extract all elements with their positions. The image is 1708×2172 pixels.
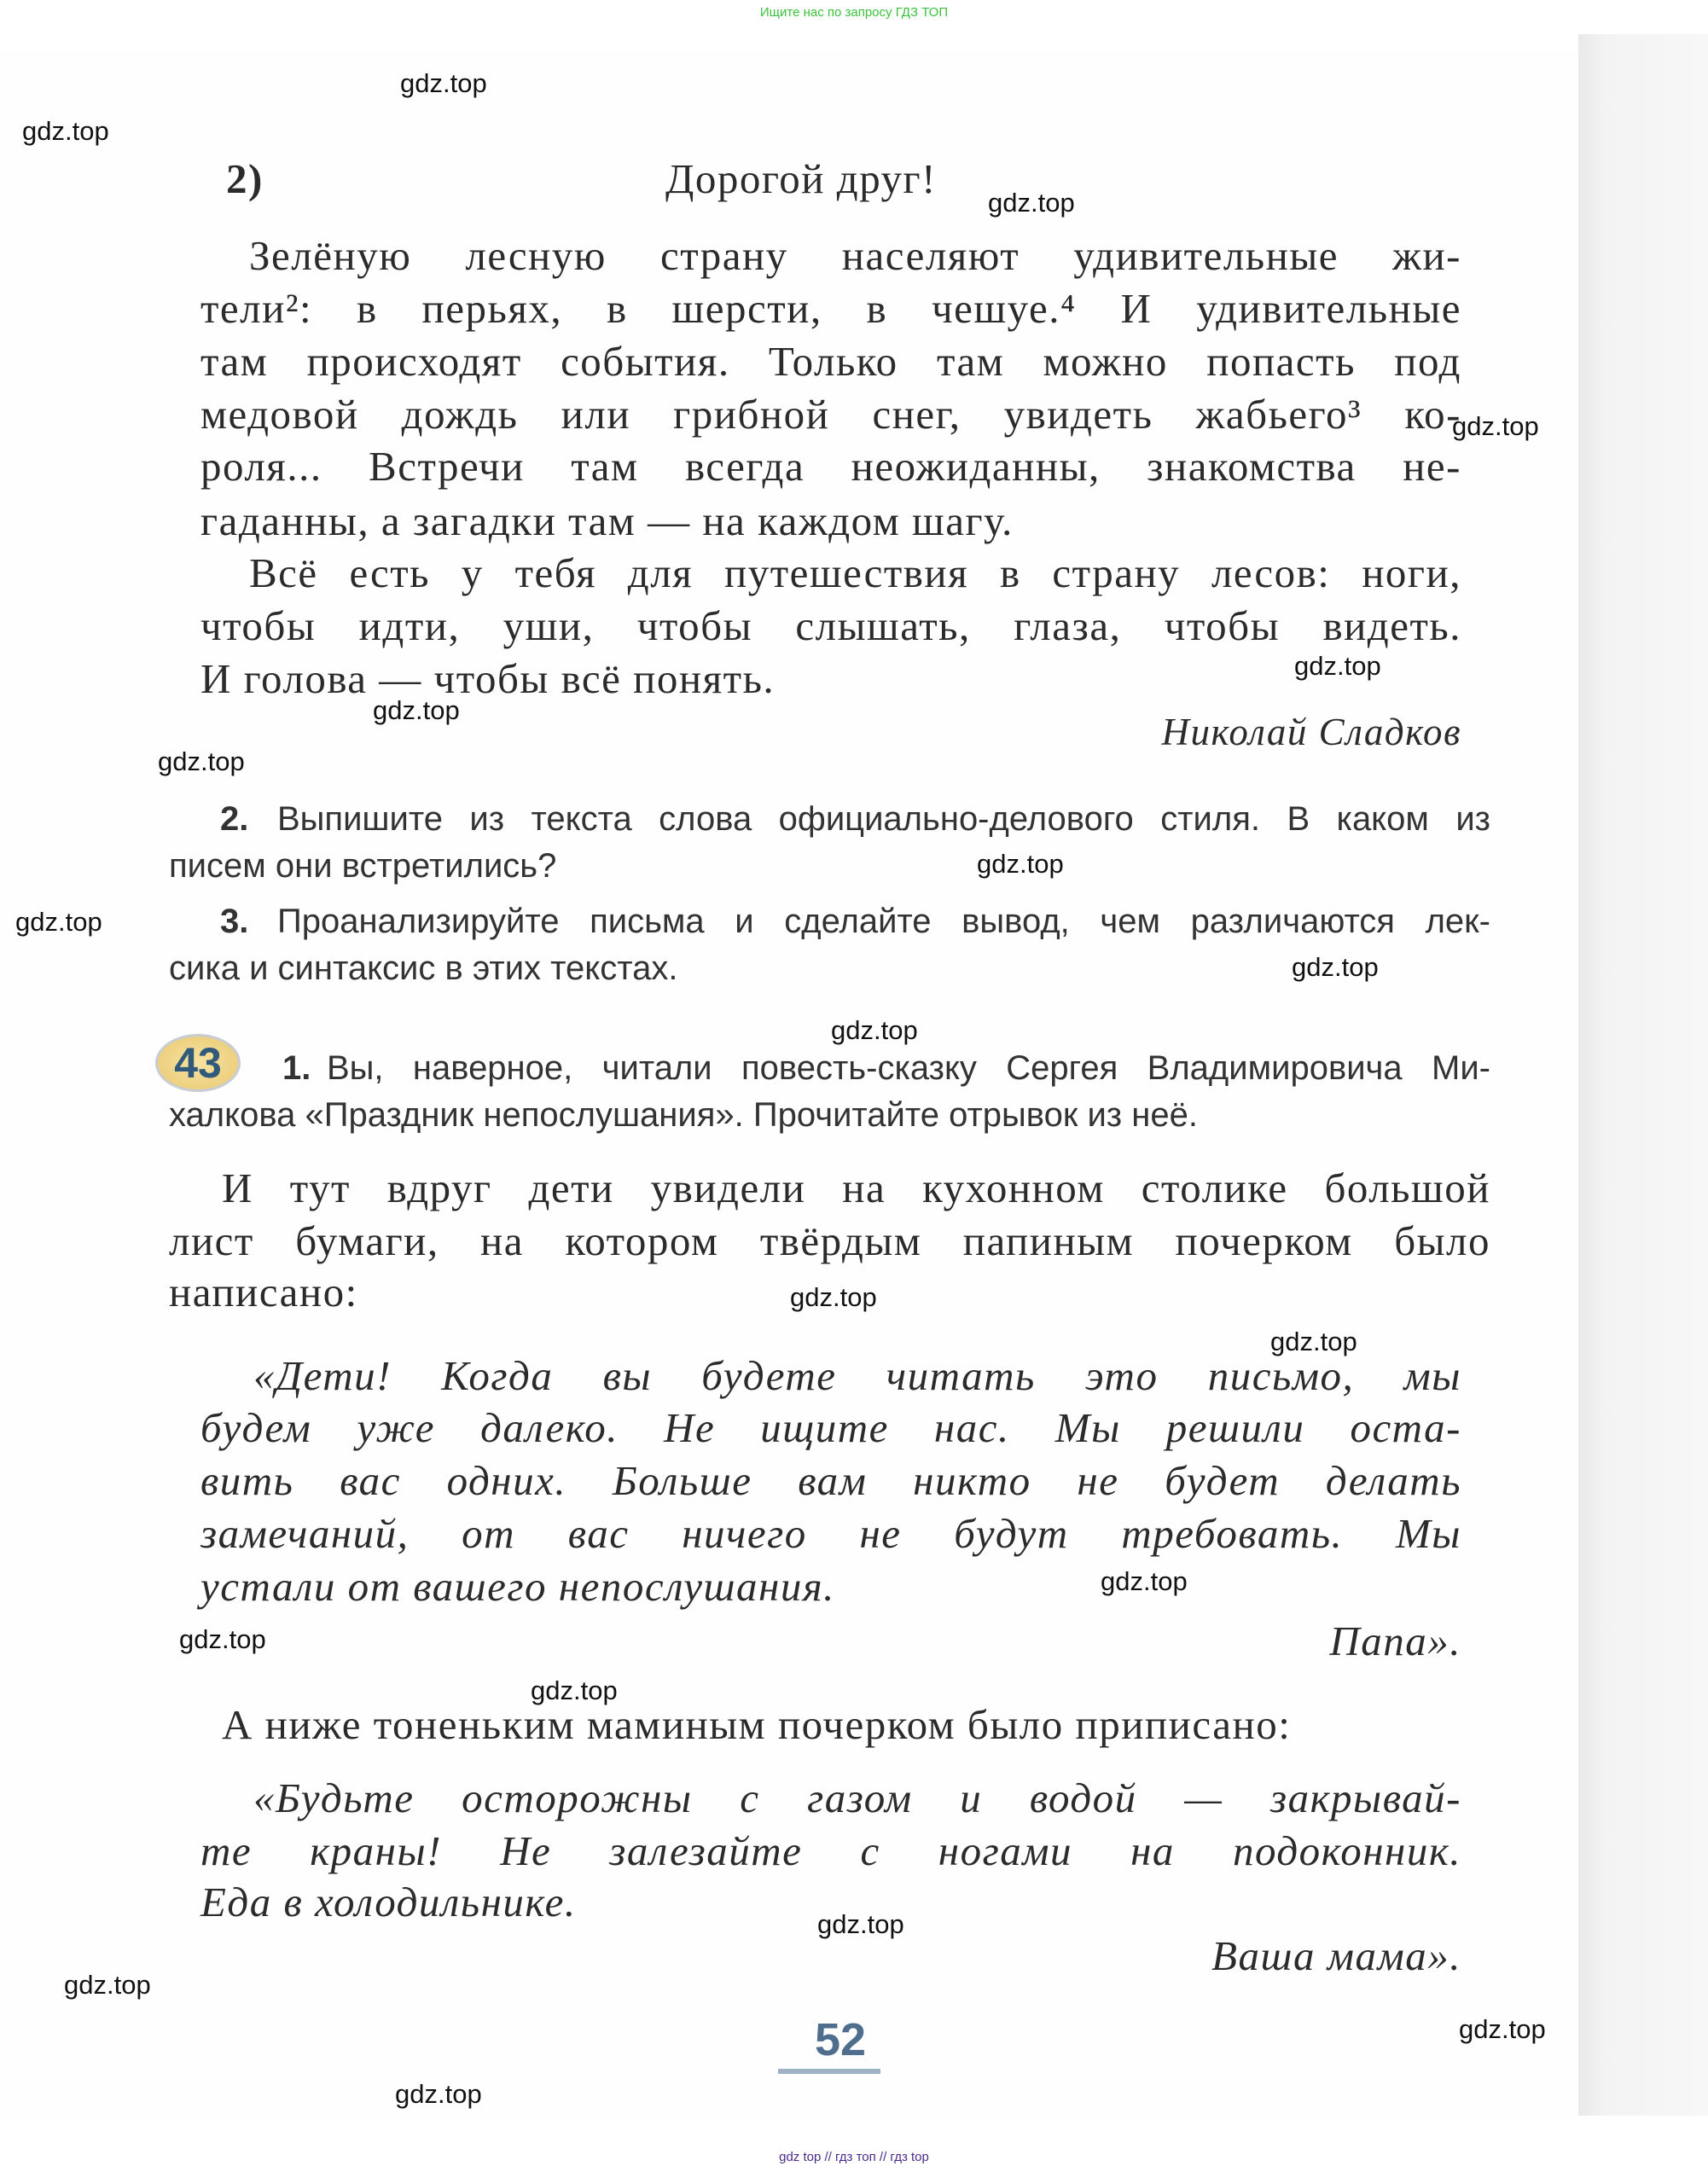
exercise-line: халкова «Праздник непослушания». Прочитайте отрывок из неё.	[169, 1096, 1198, 1134]
letter-line: Всё есть у тебя для путешествия в страну лесов: ноги,	[249, 552, 1461, 596]
watermark: gdz.top	[1101, 1566, 1188, 1596]
watermark: gdz.top	[373, 695, 460, 725]
prose-line: А ниже тоненьким маминым почерком было приписано:	[222, 1701, 1292, 1748]
letter-line: гаданны, а загадки там — на каждом шагу.	[200, 497, 1014, 544]
letter-line: И голова — чтобы всё понять.	[200, 655, 776, 702]
letter-line: Зелёную лесную страну населяют удивительные жи-	[249, 235, 1461, 279]
watermark: gdz.top	[64, 1970, 151, 2000]
task2-number: 2.	[220, 800, 249, 838]
watermark: gdz.top	[831, 1015, 918, 1045]
letter-line: тели²: в перьях, в шерсти, в чешуе.⁴ И удивительные	[200, 287, 1461, 332]
watermark: gdz.top	[817, 1909, 904, 1939]
task3-number: 3.	[220, 903, 249, 940]
footer-links[interactable]: gdz top // гдз топ // гдз top	[779, 2150, 929, 2164]
letter-line: роля... Встречи там всегда неожиданны, знакомства не-	[200, 445, 1461, 490]
task2-line: писем они встретились?	[169, 847, 557, 885]
mama-note-signature: Ваша мама».	[1211, 1932, 1461, 1979]
letter-line: медовой дождь или грибной снег, увидеть жабьего³ ко-	[200, 393, 1461, 438]
papa-note-line: замечаний, от вас ничего не будут требовать. Мы	[200, 1513, 1461, 1557]
watermark: gdz.top	[790, 1282, 877, 1312]
letter-line: чтобы идти, уши, чтобы слышать, глаза, чтобы видеть.	[200, 605, 1461, 649]
letter-line: там происходят события. Только там можно попасть под	[200, 340, 1461, 385]
watermark: gdz.top	[158, 746, 245, 776]
watermark: gdz.top	[1294, 651, 1381, 681]
watermark: gdz.top	[531, 1675, 618, 1705]
watermark: gdz.top	[22, 116, 109, 146]
task2-line: Выпишите из текста слова официально-делового стиля. В каком из	[277, 802, 1490, 838]
papa-note-line: «Дети! Когда вы будете читать это письмо, мы	[253, 1355, 1461, 1399]
watermark: gdz.top	[179, 1624, 266, 1654]
watermark: gdz.top	[1459, 2014, 1546, 2044]
mama-note-line: те краны! Не залезайте с ногами на подоконник.	[200, 1830, 1461, 1874]
page-edge	[1578, 34, 1708, 2116]
papa-note-line: вить вас одних. Больше вам никто не будет делать	[200, 1460, 1461, 1504]
prose-line: написано:	[169, 1269, 358, 1315]
letter-title: Дорогой друг!	[665, 155, 937, 202]
letter-signature: Николай Сладков	[1161, 711, 1461, 753]
watermark: gdz.top	[400, 68, 487, 98]
exercise-badge: 43	[155, 1034, 241, 1092]
mama-note-line: Еда в холодильнике.	[200, 1879, 577, 1925]
task3-line: сика и синтаксис в этих текстах.	[169, 950, 678, 987]
watermark: gdz.top	[977, 849, 1064, 879]
exercise-number: 1.	[282, 1049, 311, 1087]
page-number: 52	[814, 2014, 867, 2065]
watermark: gdz.top	[988, 188, 1075, 218]
exercise-line: Вы, наверное, читали повесть-сказку Сергея Владимировича Ми-	[327, 1051, 1490, 1087]
prose-line: лист бумаги, на котором твёрдым папиным почерком было	[169, 1220, 1490, 1264]
mama-note-line: «Будьте осторожны с газом и водой — закрывай-	[253, 1777, 1461, 1821]
watermark: gdz.top	[1292, 952, 1379, 982]
watermark: gdz.top	[15, 907, 102, 937]
task3-line: Проанализируйте письма и сделайте вывод, чем различаются лек-	[277, 904, 1490, 940]
watermark: gdz.top	[1270, 1327, 1357, 1356]
papa-note-signature: Папа».	[1329, 1617, 1461, 1664]
papa-note-line: устали от вашего непослушания.	[200, 1563, 835, 1610]
page-number-underline	[778, 2069, 880, 2074]
watermark: gdz.top	[395, 2079, 482, 2109]
watermark: gdz.top	[1452, 411, 1539, 441]
letter-number: 2)	[226, 155, 264, 202]
top-banner[interactable]: Ищите нас по запросу ГДЗ ТОП	[759, 5, 949, 20]
papa-note-line: будем уже далеко. Не ищите нас. Мы решили оста-	[200, 1407, 1461, 1451]
prose-line: И тут вдруг дети увидели на кухонном столике большой	[222, 1167, 1490, 1211]
